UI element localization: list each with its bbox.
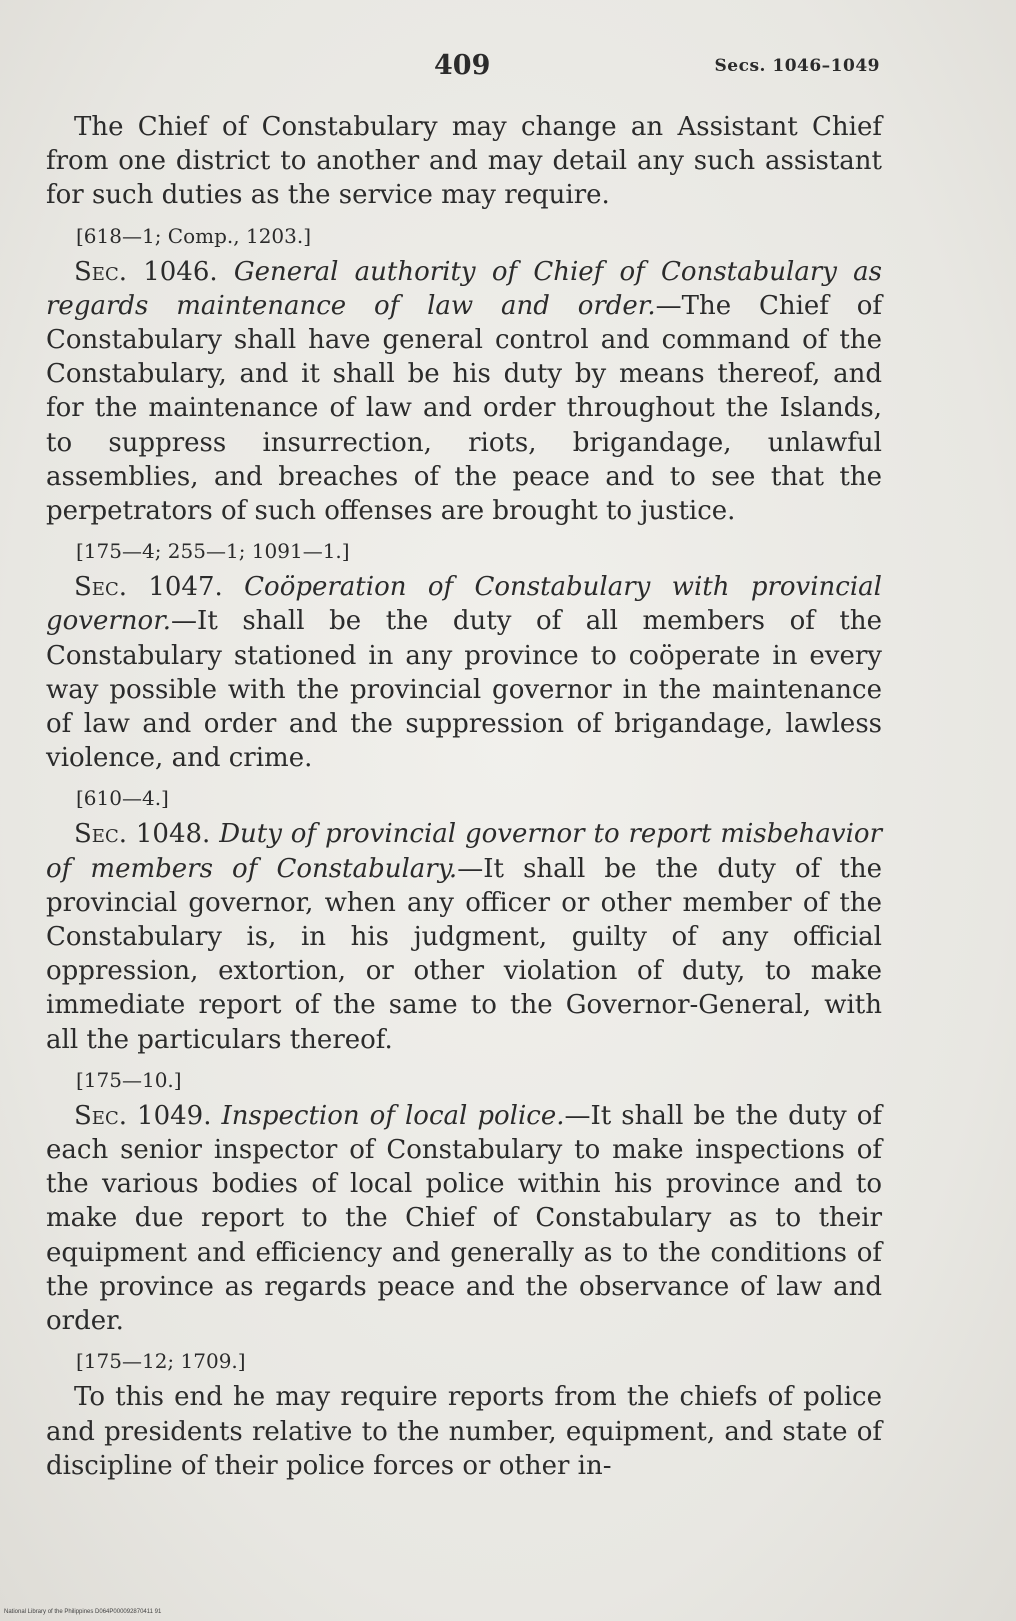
section-title: Duty of provincial governor to report misbehavior of members of Constabulary. bbox=[46, 819, 883, 884]
section-range-heading: Secs. 1046–1049 bbox=[714, 56, 880, 76]
citation: [175—12; 1709.] bbox=[76, 1349, 246, 1374]
section-1046 bbox=[46, 255, 882, 529]
paragraph-reports: To this end he may require reports from the chiefs of police and presidents relative to the number, equipment, and state of discipline of their police forces or other in- bbox=[46, 1382, 882, 1481]
section-label: Sec. 1047. bbox=[74, 572, 223, 603]
citation: [175—10.] bbox=[76, 1067, 182, 1092]
page-header bbox=[44, 50, 880, 90]
section-body: —It shall be the duty of the provincial governor, when any officer or other member of the Constabulary is, in his judgment, guilty of any official oppression, extortion, or other violation of duty, to make immediate report of the same to the Governor-General, with all the particulars thereof. bbox=[46, 853, 882, 1055]
section-title: Coöperation of Constabulary with provincial governor. bbox=[46, 572, 883, 637]
section-1049 bbox=[46, 1099, 882, 1338]
page-body bbox=[46, 110, 882, 1483]
citation: [175—4; 255—1; 1091—1.] bbox=[76, 539, 350, 564]
page-number: 409 bbox=[434, 50, 491, 81]
section-label: Sec. 1049. bbox=[74, 1100, 212, 1131]
section-1048 bbox=[46, 817, 882, 1056]
citation: [610—4.] bbox=[76, 786, 169, 811]
section-label: Sec. 1048. bbox=[74, 819, 211, 850]
section-title: General authority of Chief of Constabulary as regards maintenance of law and order. bbox=[46, 256, 883, 321]
citation: [618—1; Comp., 1203.] bbox=[76, 223, 312, 248]
section-body: —It shall be the duty of each senior inspector of Constabulary to make inspections of the various bodies of local police within his province and to make due report to the Chief of Constabulary as to their equipment and efficiency and generally as to the conditions of the province as regards peace and the observance of law and order. bbox=[46, 1100, 883, 1337]
scan-footer: National Library of the Philippines D064P000092870411 91 bbox=[4, 1609, 162, 1615]
section-body: —The Chief of Constabulary shall have general control and command of the Constabulary, and it shall be his duty by means thereof, and for the maintenance of law and order throughout the Islands, to suppress insurrection, riots, brigandage, unlawful assemblies, and breaches of the peace and to see that the perpetrators of such offenses are brought to justice. bbox=[46, 290, 883, 527]
section-1047 bbox=[46, 570, 882, 775]
section-title: Inspection of local police. bbox=[221, 1100, 565, 1131]
section-label: Sec. 1046. bbox=[74, 256, 218, 287]
section-body: —It shall be the duty of all members of the Constabulary stationed in any province to coöperate in every way possible with the provincial governor in the maintenance of law and order and the suppression of brigandage, lawless violence, and crime. bbox=[46, 606, 882, 774]
paragraph-assistant-chief: The Chief of Constabulary may change an Assistant Chief from one district to another and may detail any such assistant for such duties as the service may require. bbox=[46, 112, 882, 211]
